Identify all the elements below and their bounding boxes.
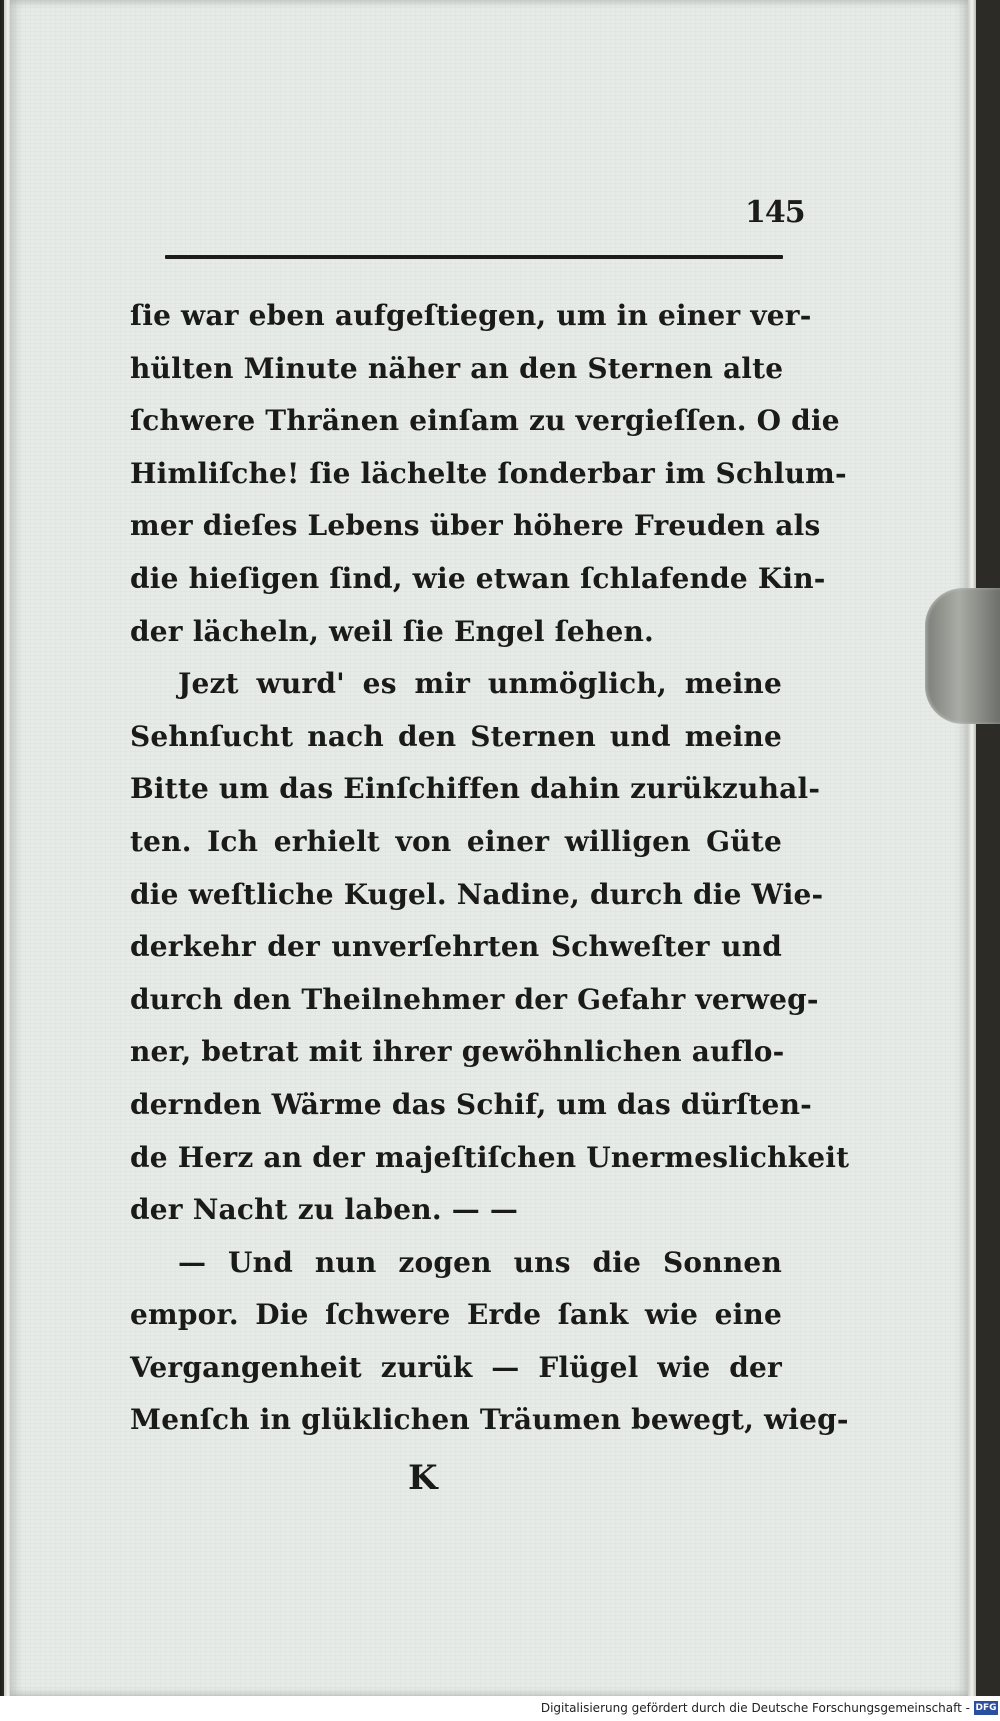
text-line: dernden Wärme das Schif, um das dürſten- [130,1087,812,1121]
text-line: de Herz an der majeſtiſchen Unermeslichkeit [130,1140,850,1174]
text-line: Himliſche! ſie lächelte ſonderbar im Schlum- [130,456,847,490]
text-line: ſchwere Thränen einſam zu vergieſſen. O die [130,404,840,438]
right-page-edge [968,0,976,1696]
text-line: ner, betrat mit ihrer gewöhnlichen auflo- [130,1035,785,1069]
dfg-logo: DFG [975,1703,997,1713]
page-number: 145 [745,195,805,230]
text-line: ſie war eben aufgeſtiegen, um in einer ver- [130,299,812,332]
text-line: Bitte um das Einſchiffen dahin zurükzuhal- [130,772,821,806]
printer-signature: K [408,1458,438,1498]
header-rule [165,255,783,259]
text-line: der lächeln, weil ſie Engel ſehen. [130,614,654,648]
book-page [10,0,970,1696]
text-line: der Nacht zu laben. — — [130,1193,519,1227]
text-line: empor. Die ſchwere Erde ſank wie eine [130,1298,782,1332]
text-line: die weſtliche Kugel. Nadine, durch die Wie- [130,877,824,911]
text-line: ten. Ich erhielt von einer willigen Güte [130,824,782,858]
digitization-footer [0,1696,1000,1721]
text-line: mer dieſes Lebens über höhere Freuden als [130,509,821,543]
body-text [130,290,850,1447]
funding-credit: Digitalisierung gefördert durch die Deutsche Forschungsgemeinschaft - [540,1701,970,1715]
page-tab-marker [925,588,1000,724]
text-line: — Und nun zogen uns die Sonnen [178,1245,782,1279]
text-line: Jezt wurd' es mir unmöglich, meine [178,667,782,701]
text-line: Menſch in glüklichen Träumen bewegt, wieg- [130,1403,849,1437]
text-line: die hieſigen ſind, wie etwan ſchlafende Kin- [130,561,826,595]
text-line: durch den Theilnehmer der Gefahr verweg- [130,982,819,1016]
text-line: hülten Minute näher an den Sternen alte [130,351,784,385]
text-line: derkehr der unverſehrten Schweſter und [130,930,782,964]
text-line: Sehnſucht nach den Sternen und meine [130,719,782,753]
text-line: Vergangenheit zurük — Flügel wie der [130,1350,782,1384]
